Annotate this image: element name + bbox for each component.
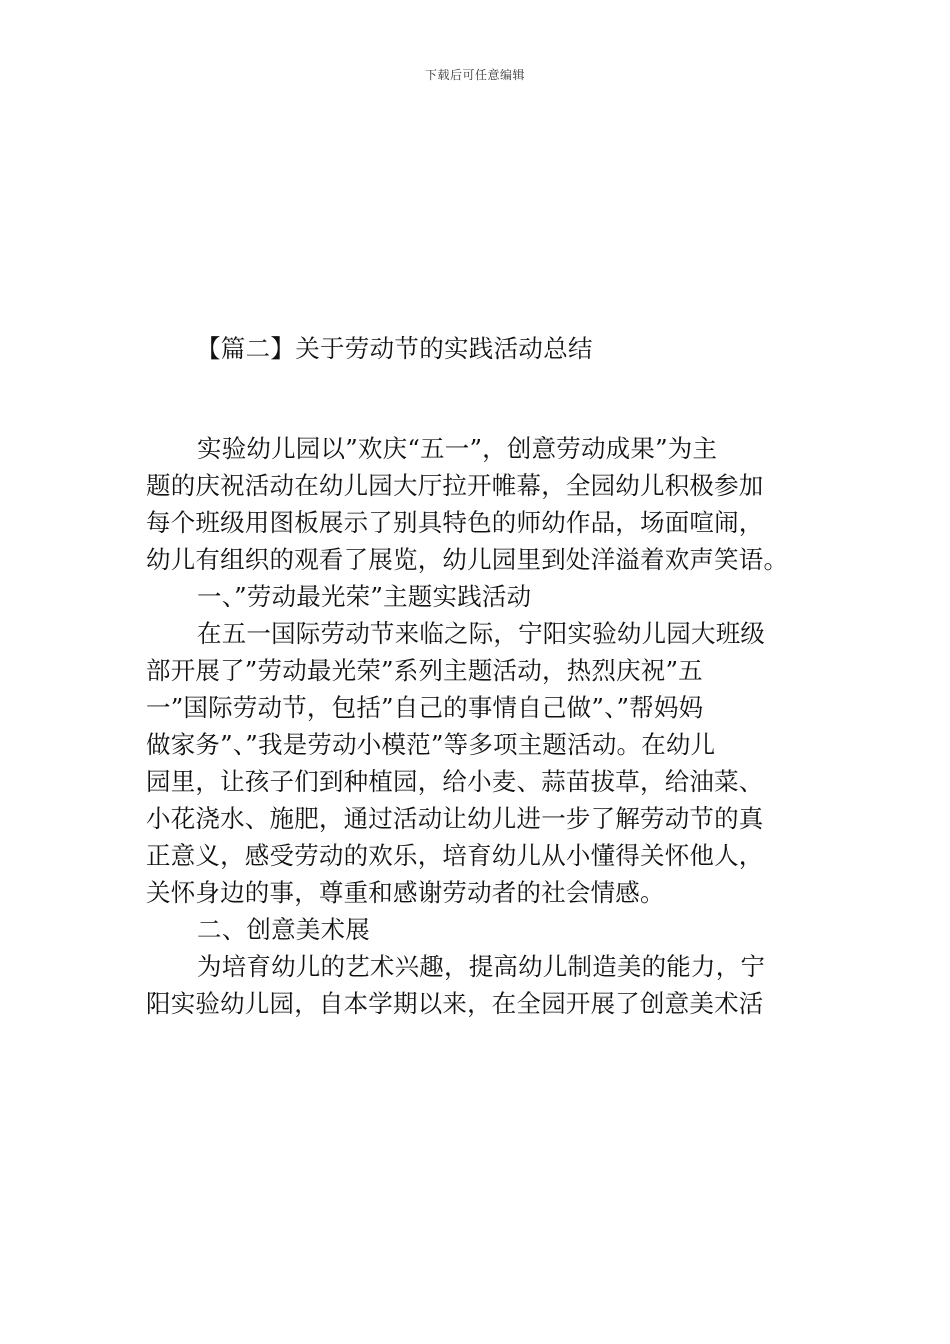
- page-header: 下载后可任意编辑: [424, 68, 525, 82]
- document-title: 【篇二】关于劳动节的实践活动总结: [196, 334, 593, 363]
- section-heading-2: 二、创意美术展: [197, 915, 370, 944]
- document-body: [146, 430, 810, 1022]
- paragraph-section-1: 在五一国际劳动节来临之际，宁阳实验幼儿园大班级 部开展了”劳动最光荣”系列主题活动，热烈庆祝”五 一”国际劳动节，包括”自己的事情自己做”、”帮妈妈 做家务”、”我是劳动小模范”等多项主题活动。在幼儿 园里，让孩子们到种植园，给小麦、蒜苗拔草，给油菜、 小花浇水、施肥，通过活动让幼儿进一步了解劳动节的真 正意义，感受劳动的欢乐，培育幼儿从小懂得关怀他人， 关怀身边的事，尊重和感谢劳动者的社会情感。: [146, 619, 766, 907]
- paragraph-section-2: 为培育幼儿的艺术兴趣，提高幼儿制造美的能力，宁 阳实验幼儿园，自本学期以来，在全园开展了创意美术活: [146, 952, 766, 1018]
- paragraph-intro: 实验幼儿园以”欢庆“五一”，创意劳动成果”为主 题的庆祝活动在幼儿园大厅拉开帷幕，全园幼儿积极参加 每个班级用图板展示了别具特色的师幼作品，场面喧闹， 幼儿有组织的观看了展览，幼儿园里到处洋溢着欢声笑语。: [146, 434, 789, 574]
- section-heading-1: 一、”劳动最光荣”主题实践活动: [197, 582, 532, 611]
